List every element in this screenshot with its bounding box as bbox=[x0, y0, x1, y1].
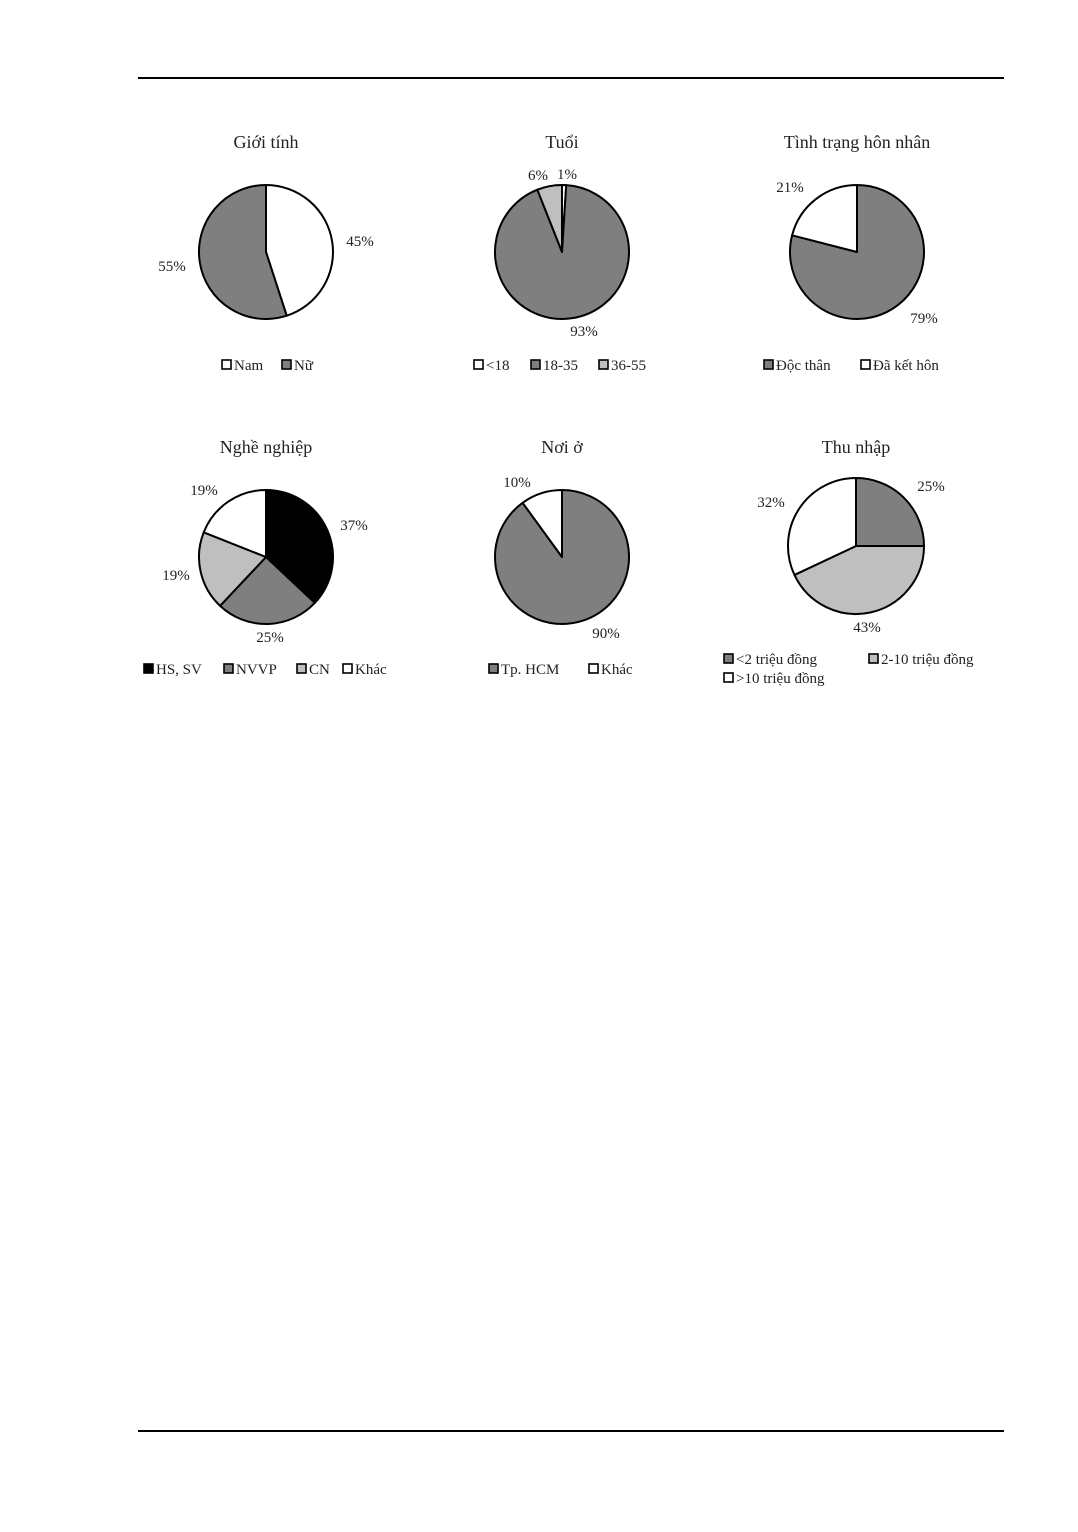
legend-label-doc-than: Độc thân bbox=[776, 358, 831, 374]
data-label-10-trieu-dong: 32% bbox=[757, 495, 785, 511]
legend-label-nvvp: NVVP bbox=[236, 662, 277, 678]
data-label-nam: 45% bbox=[346, 234, 374, 250]
legend-label-khac: Khác bbox=[601, 662, 633, 678]
legend-swatch-18-35 bbox=[531, 360, 540, 369]
legend-swatch-18 bbox=[474, 360, 483, 369]
legend-swatch-khac bbox=[589, 664, 598, 673]
legend-label-nu: Nữ bbox=[294, 358, 313, 374]
legend-label-18: <18 bbox=[486, 358, 510, 374]
data-label-tp-hcm: 90% bbox=[592, 626, 620, 642]
data-label-nu: 55% bbox=[158, 259, 186, 275]
data-label-nvvp: 25% bbox=[256, 630, 284, 646]
legend-label-tp-hcm: Tp. HCM bbox=[501, 662, 560, 678]
legend-swatch-2-10-trieu-dong bbox=[869, 654, 878, 663]
pie-chart-noi-o bbox=[489, 437, 633, 678]
legend-swatch-36-55 bbox=[599, 360, 608, 369]
legend-swatch-nvvp bbox=[224, 664, 233, 673]
chart-title: Nghề nghiệp bbox=[219, 437, 313, 457]
legend-label-10-trieu-dong: >10 triệu đồng bbox=[736, 671, 825, 687]
pie-chart-tuoi bbox=[474, 132, 646, 374]
legend-swatch-nu bbox=[282, 360, 291, 369]
data-label-doc-than: 79% bbox=[910, 311, 938, 327]
chart-title: Tuổi bbox=[545, 132, 579, 152]
legend-label-hs-sv: HS, SV bbox=[156, 662, 202, 678]
pie-slice-2-trieu-dong bbox=[856, 478, 924, 546]
data-label-2-10-trieu-dong: 43% bbox=[853, 620, 881, 636]
legend-label-da-ket-hon: Đã kết hôn bbox=[873, 358, 939, 374]
legend-swatch-doc-than bbox=[764, 360, 773, 369]
data-label-2-trieu-dong: 25% bbox=[917, 479, 945, 495]
legend-swatch-2-trieu-dong bbox=[724, 654, 733, 663]
chart-title: Nơi ở bbox=[541, 437, 583, 457]
legend-label-cn: CN bbox=[309, 662, 330, 678]
chart-title: Thu nhập bbox=[821, 437, 891, 457]
legend-label-36-55: 36-55 bbox=[611, 358, 646, 374]
legend-swatch-nam bbox=[222, 360, 231, 369]
legend-swatch-tp-hcm bbox=[489, 664, 498, 673]
legend-label-18-35: 18-35 bbox=[543, 358, 578, 374]
data-label-18-35: 93% bbox=[570, 324, 598, 340]
legend-label-2-trieu-dong: <2 triệu đồng bbox=[736, 652, 817, 668]
legend-label-2-10-trieu-dong: 2-10 triệu đồng bbox=[881, 652, 974, 668]
legend-swatch-da-ket-hon bbox=[861, 360, 870, 369]
pie-chart-nghe-nghiep bbox=[144, 437, 387, 678]
pie-chart-tinh-trang-hon-nhan bbox=[764, 132, 939, 374]
pie-chart-gioi-tinh bbox=[158, 132, 374, 374]
data-label-khac: 19% bbox=[190, 483, 218, 499]
data-label-18: 1% bbox=[557, 167, 577, 183]
data-label-khac: 10% bbox=[503, 475, 531, 491]
chart-title: Giới tính bbox=[233, 132, 299, 152]
legend-swatch-khac bbox=[343, 664, 352, 673]
pie-chart-thu-nhap bbox=[724, 437, 974, 687]
legend-swatch-10-trieu-dong bbox=[724, 673, 733, 682]
legend-label-nam: Nam bbox=[234, 358, 264, 374]
legend-label-khac: Khác bbox=[355, 662, 387, 678]
data-label-hs-sv: 37% bbox=[340, 518, 368, 534]
chart-title: Tình trạng hôn nhân bbox=[783, 132, 931, 152]
data-label-da-ket-hon: 21% bbox=[776, 180, 804, 196]
legend-swatch-cn bbox=[297, 664, 306, 673]
data-label-cn: 19% bbox=[162, 568, 190, 584]
legend-swatch-hs-sv bbox=[144, 664, 153, 673]
data-label-36-55: 6% bbox=[528, 168, 548, 184]
